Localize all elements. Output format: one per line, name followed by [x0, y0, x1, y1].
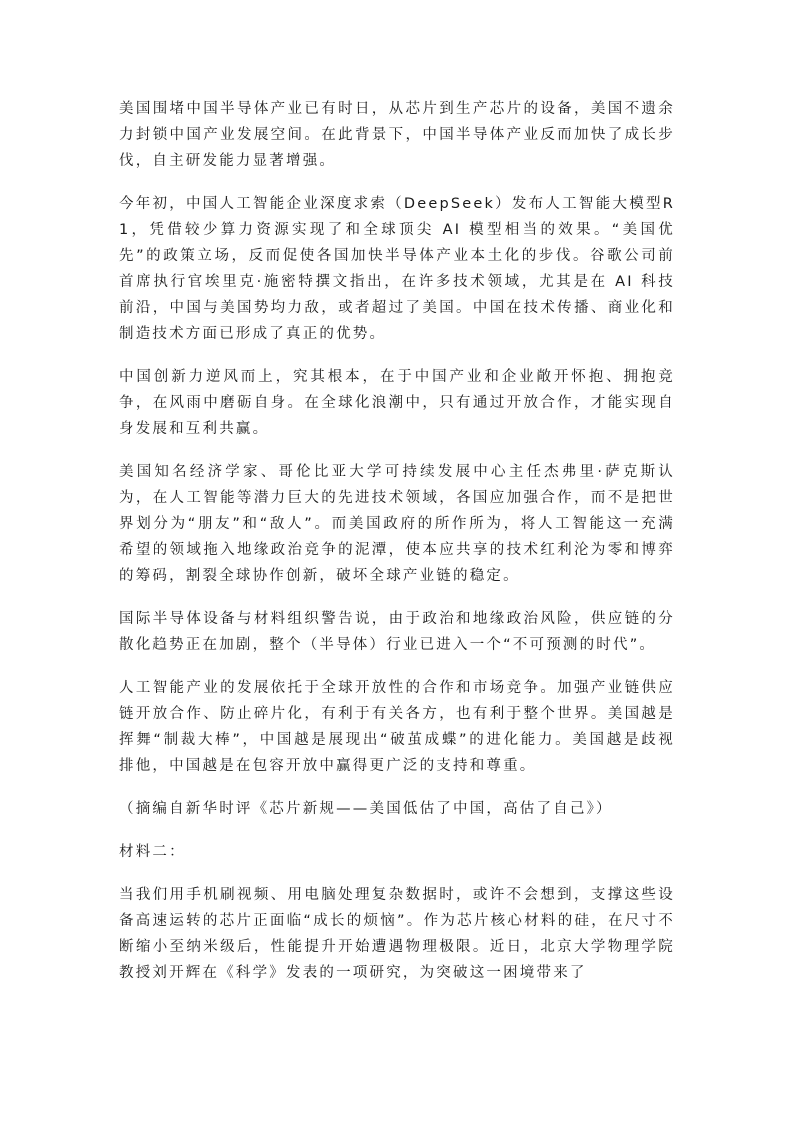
document-body	[119, 96, 675, 986]
paragraph-chip-growth: 当我们用手机刷视频、用电脑处理复杂数据时，或许不会想到，支撑这些设备高速运转的芯片正面临“成长的烦恼”。作为芯片核心材料的硅，在尺寸不断缩小至纳米级后，性能提升开始遭遇物理极限。近日，北京大学物理学院教授刘开辉在《科学》发表的一项研究，为突破这一困境带来了	[119, 887, 675, 981]
paragraph-innovation-against-wind: 中国创新力逆风而上，究其根本，在于中国产业和企业敞开怀抱、拥抱竞争，在风雨中磨砺自身。在全球化浪潮中，只有通过开放合作，才能实现自身发展和互利共赢。	[119, 369, 675, 437]
source-citation: （摘编自新华时评《芯片新规——美国低估了中国，高估了自己》）	[119, 801, 613, 817]
paragraph-jeffrey-sachs: 美国知名经济学家、哥伦比亚大学可持续发展中心主任杰弗里·萨克斯认为，在人工智能等潜力巨大的先进技术领域，各国应加强合作，而不是把世界划分为“朋友”和“敌人”。而美国政府的所作所为，将人工智能这一充满希望的领域拖入地缘政治竞争的泥潭，使本应共享的技术红利沦为零和博弈的筹码，割裂全球协作创新，破坏全球产业链的稳定。	[119, 464, 675, 584]
paragraph-deepseek: 今年初，中国人工智能企业深度求索（DeepSeek）发布人工智能大模型R1，凭借较少算力资源实现了和全球顶尖 AI 模型相当的效果。“美国优先”的政策立场，反而促使各国加快半导体产业本土化的步伐。谷歌公司前首席执行官埃里克·施密特撰文指出，在许多技术领域，尤其是在 AI 科技前沿，中国与美国势均力敌，或者超过了美国。中国在技术传播、商业化和制造技术方面已形成了真正的优势。	[119, 196, 675, 342]
paragraph-semi-warning: 国际半导体设备与材料组织警告说，由于政治和地缘政治风险，供应链的分散化趋势正在加剧，整个（半导体）行业已进入一个“不可预测的时代”。	[119, 611, 675, 653]
material-two-heading: 材料二：	[119, 844, 186, 860]
paragraph-ai-industry: 人工智能产业的发展依托于全球开放性的合作和市场竞争。加强产业链供应链开放合作、防止碎片化，有利于有关各方，也有利于整个世界。美国越是挥舞“制裁大棒”，中国越是展现出“破茧成蝶”的进化能力。美国越是歧视排他，中国越是在包容开放中赢得更广泛的支持和尊重。	[119, 680, 675, 774]
paragraph-semiconductor-containment: 美国围堵中国半导体产业已有时日，从芯片到生产芯片的设备，美国不遗余力封锁中国产业发展空间。在此背景下，中国半导体产业反而加快了成长步伐，自主研发能力显著增强。	[119, 101, 675, 169]
